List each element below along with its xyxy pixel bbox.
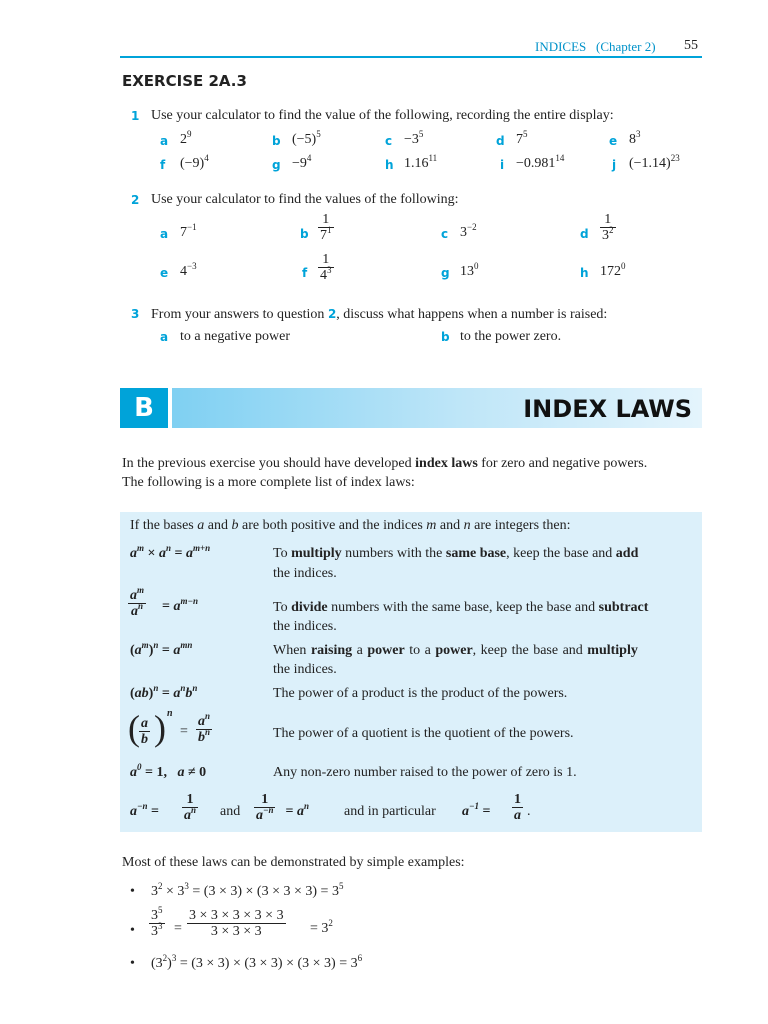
section-title: INDEX LAWS [523,395,692,423]
law7-and: and [220,804,241,819]
q2-label: c [441,227,449,241]
q2-text: Use your calculator to find the values of the following: [151,192,459,207]
law5-equals: = [180,724,188,739]
law5-exponent: n [167,708,173,719]
law5-desc: The power of a quotient is the quotient of the powers. [273,726,574,741]
q2-fraction: 1 $7^1$ [320,212,332,243]
example-2-lhs: $3^5$ $3^3$ [151,905,163,939]
section-banner [120,388,702,428]
q1-label: b [272,134,281,148]
page-number: 55 [684,38,698,53]
law4-formula: $(ab)^n = a^nb^n$ [130,683,198,701]
q1-expr: $2^9$ [180,129,192,147]
law7-particular-lhs: $a^{-1}$ = [462,801,494,819]
q1-number: 1 [131,109,140,123]
law7-fraction-2: 1 $a^{-n}$ [256,792,274,823]
bullet: • [130,923,135,938]
q1-label: a [160,134,169,148]
q2-expr: $3^{-2}$ [460,222,477,240]
q1-label: i [500,158,505,172]
examples-intro: Most of these laws can be demonstrated by simple examples: [122,855,465,870]
q2-fraction: 1 $4^3$ [320,252,332,283]
law5-paren-right: ) [154,708,166,748]
header-rule [120,56,702,58]
law5-fraction-right: $a^n$ $b^n$ [198,711,211,745]
example-2-expanded: 3 × 3 × 3 × 3 × 3 3 × 3 × 3 [189,908,284,939]
law7-rhs: = $a^n$ [282,801,309,819]
law5-fraction-left: a b [141,716,148,747]
law2-desc-2: the indices. [273,619,337,634]
law2-desc: To divide numbers with the same base, keep the base and subtract [273,600,649,615]
q3-number: 3 [131,307,140,321]
q1-expr: 1.16$^{11}$ [404,153,438,171]
example-2-equals: = [174,921,182,936]
q1-expr: $(-1.14)^{23}$ [629,153,680,171]
q2-label: g [441,266,450,280]
q2-label: b [300,227,309,241]
q2-expr: $7^{-1}$ [180,222,197,240]
q3-text: From your answers to question 2, discuss what happens when a number is raised: [151,307,608,322]
q1-expr: $(-5)^5$ [292,129,321,147]
law1-desc-2: the indices. [273,566,337,581]
law7-period: . [527,804,531,819]
q2-fraction: 1 $3^2$ [602,212,614,243]
law1-formula: $a^m \times a^n = a^{m+n}$ [130,543,211,561]
q3-label: b [441,330,450,344]
law3-desc-2: the indices. [273,662,337,677]
law7-particular: and in particular [344,804,436,819]
law3-formula: $(a^m)^n = a^{mn}$ [130,640,193,658]
bullet: • [130,956,135,971]
q1-expr: $-0.981^{14}$ [516,153,565,171]
q3-label: a [160,330,169,344]
example-1: $3^2 \times 3^3 = (3 \times 3) \times (3 \times 3 \times 3) = 3^5$ [151,881,344,899]
q3-item: to the power zero. [460,329,562,344]
q2-expr: $4^{-3}$ [180,261,197,279]
q1-text: Use your calculator to find the value of the following, recording the entire display: [151,108,614,123]
q1-expr: $(-9)^4$ [180,153,209,171]
exercise-title: EXERCISE 2A.3 [122,72,247,90]
bullet: • [130,884,135,899]
q1-label: h [385,158,394,172]
law6-desc: Any non-zero number raised to the power of zero is 1. [273,765,577,780]
law2-fraction: $a^m$ $a^n$ [130,585,145,619]
q2-label: f [302,266,308,280]
intro-line-2: The following is a more complete list of index laws: [122,475,415,490]
q1-label: f [160,158,166,172]
law5-paren-left: ( [128,708,140,748]
q2-label: h [580,266,589,280]
q2-label: a [160,227,169,241]
q1-expr: $8^3$ [629,129,641,147]
law7-fraction-1: 1 $a^n$ [184,792,197,823]
q3-item: to a negative power [180,329,291,344]
law4-desc: The power of a product is the product of the powers. [273,686,568,701]
law2-result: = $a^{m-n}$ [162,596,198,614]
running-header: INDICES (Chapter 2) [535,39,656,54]
q1-expr: $7^5$ [516,129,528,147]
laws-condition: If the bases a and b are both positive and the indices m and n are integers then: [130,518,571,533]
q2-number: 2 [131,193,140,207]
q2-label: e [160,266,169,280]
law7-lhs: $a^{-n}$ = [130,801,163,819]
example-2-result: = $3^2$ [310,918,333,936]
law3-desc: When raising a power to a power, keep the base and multiply [273,643,638,658]
q1-expr: $-3^5$ [404,129,424,147]
law6-formula: $a^0 = 1$, a ≠ 0 [130,762,207,780]
law1-desc: To multiply numbers with the same base, keep the base and add [273,546,639,561]
q1-expr: $-9^4$ [292,153,312,171]
law7-fraction-3: 1 a [514,792,521,823]
section-letter: B [134,393,154,423]
q1-label: j [612,158,617,172]
intro-line-1: In the previous exercise you should have developed index laws for zero and negative powers. [122,456,648,471]
q1-label: e [609,134,618,148]
q2-expr: $172^0$ [600,261,626,279]
q1-label: d [496,134,505,148]
q2-expr: $13^0$ [460,261,479,279]
example-3: $(3^2)^3 = (3 \times 3) \times (3 \times 3) \times (3 \times 3) = 3^6$ [151,953,363,971]
q1-label: c [385,134,393,148]
q1-label: g [272,158,281,172]
q2-label: d [580,227,589,241]
